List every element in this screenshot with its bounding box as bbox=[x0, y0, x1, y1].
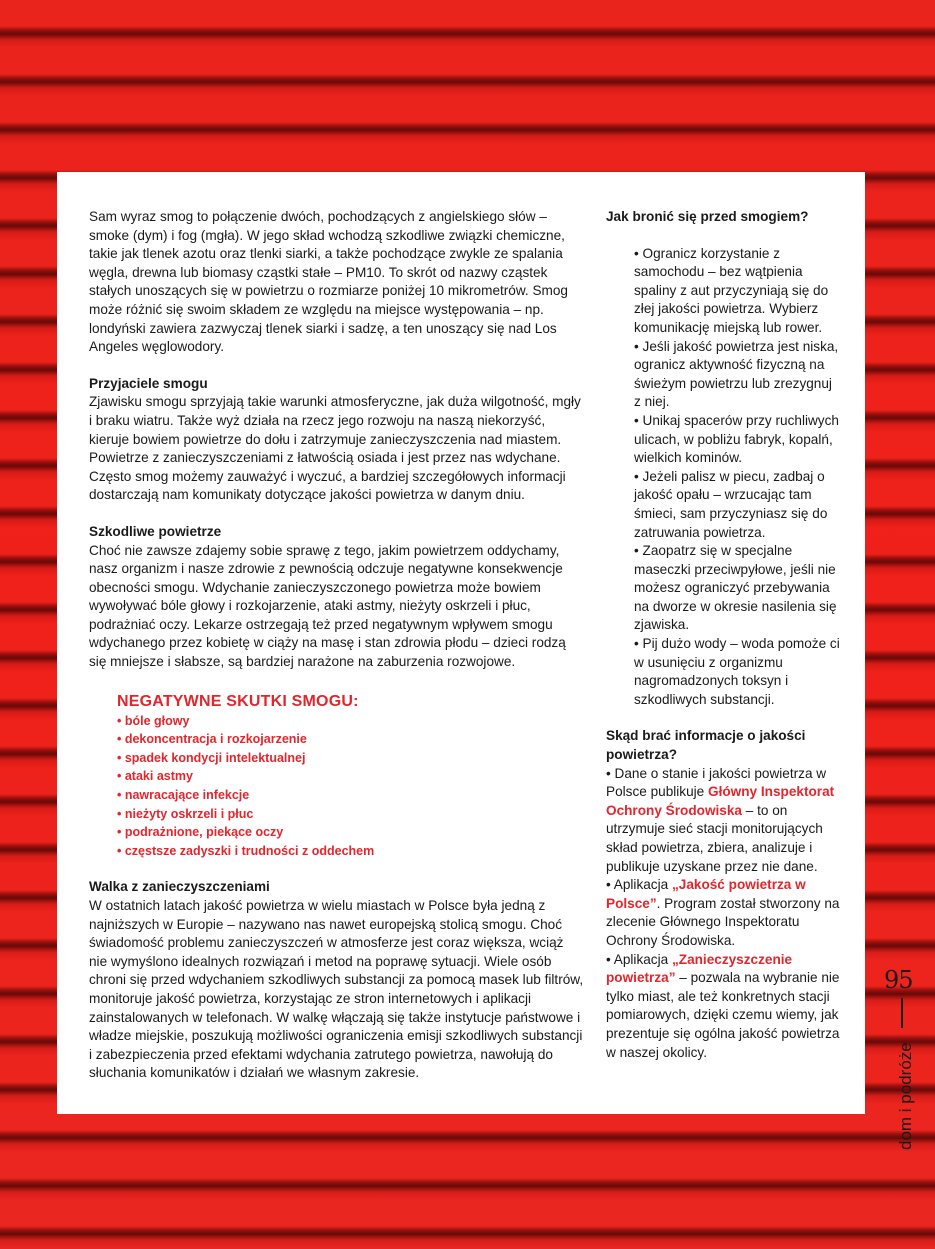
info-text: • Aplikacja bbox=[606, 877, 672, 893]
tip-item: • Jeśli jakość powietrza jest niska, ogranicz aktywność fizyczną na świeżym powietrzu lub zrezygnuj z niej. bbox=[634, 338, 839, 410]
effect-item: • nawracające infekcje bbox=[117, 788, 250, 803]
info-text: • Aplikacja bbox=[606, 951, 672, 967]
tip-item: • Unikaj spacerów przy ruchliwych ulicach, w pobliżu fabryk, kopalń, wielkich kominów. bbox=[634, 412, 839, 466]
info-text: • Dane o stanie i jakości powietrza w Polsce publikuje bbox=[606, 765, 827, 800]
info-text: . Program został stworzony na zlecenie Głównego Inspektoratu Ochrony Środowiska. bbox=[606, 895, 840, 948]
section-heading-friends: Przyjaciele smogu bbox=[89, 375, 208, 391]
effect-item: • podrażnione, piekące oczy bbox=[117, 825, 284, 840]
page-number: 95 bbox=[884, 966, 913, 994]
effect-item: • nieżyty oskrzeli i płuc bbox=[117, 806, 254, 821]
app-name-pollution: „Zanieczyszczenie powietrza” bbox=[606, 951, 793, 986]
info-text: – to on utrzymuje sieć stacji monitorujących skład powietrza, zbiera, analizuje i publikuje uzyskane przez nie dane. bbox=[606, 802, 823, 874]
info-sources-heading: Skąd brać informacje o jakości powietrza? bbox=[606, 728, 806, 763]
main-column bbox=[89, 208, 584, 1083]
app-name-quality: „Jakość powietrza w Polsce” bbox=[606, 877, 806, 911]
effect-item: • dekoncentracja i rozkojarzenie bbox=[117, 732, 307, 747]
tip-item: • Pij dużo wody – woda pomoże ci w usunięciu z organizmu nagromadzonych toksyn i szkodliwych substancji. bbox=[634, 636, 840, 707]
defense-heading: Jak bronić się przed smogiem? bbox=[606, 209, 809, 224]
effect-item: • ataki astmy bbox=[117, 769, 193, 784]
section-body-friends: Zjawisku smogu sprzyjają takie warunki atmosferyczne, jak duża wilgotność, mgły i braku wiatru. Także wyż działa na rzecz jego rozwoju na naszą niekorzyść, kieruje bowiem powietrze do dołu i zatrzymuje zanieczyszczenia nad miastem. Powietrze z zanieczyszczeniami z łatwością osiada i jest przez nas wdychane. Często smog możemy zauważyć i wyczuć, a bardziej szczegółowych informacji dostarczają nam komunikaty dotyczące jakości powietrza w danym dniu. bbox=[89, 394, 581, 503]
effect-item: • spadek kondycji intelektualnej bbox=[117, 750, 306, 765]
tip-item: • Zaopatrz się w specjalne maseczki przeciwpyłowe, jeśli nie możesz ograniczyć przebywania na dworze w okresie nasilenia się zjawiska. bbox=[634, 543, 837, 633]
defense-tips-list bbox=[606, 245, 840, 710]
gios-link: Główny Inspektorat Ochrony Środowiska bbox=[606, 784, 835, 818]
section-label: dom i podróże bbox=[896, 1042, 915, 1150]
section-body-harmful-air: Choć nie zawsze zdajemy sobie sprawę z tego, jakim powietrzem oddychamy, nasz organizm i nasze zdrowie z pewnością odczuje negatywne konsekwencje obecności smogu. Wdychanie zanieczyszczonego powietrza może bowiem wywoływać bóle głowy i rozkojarzenie, ataki astmy, nieżyty oskrzeli i płuc, podrażniać oczy. Lekarze ostrzegają też przed negatywnym wpływem smogu wdychanego przez kobietę w ciąży na masę i stan zdrowia płodu – dzieci rodzą się mniejsze i słabsze, są bardziej narażone na zaburzenia rozwojowe. bbox=[89, 542, 566, 670]
tip-item: • Ogranicz korzystanie z samochodu – bez wątpienia spaliny z aut przyczyniają się do złej jakości powietrza. Wybierz komunikację miejską lub rower. bbox=[634, 245, 829, 335]
section-heading-harmful-air: Szkodliwe powietrze bbox=[89, 523, 222, 539]
info-source-app-quality bbox=[606, 876, 840, 950]
negative-effects-box bbox=[117, 692, 584, 861]
section-divider bbox=[901, 998, 903, 1028]
effect-item: • bóle głowy bbox=[117, 713, 190, 728]
negative-effects-title: NEGATYWNE SKUTKI SMOGU: bbox=[117, 692, 359, 710]
info-text: – pozwala na wybranie nie tylko miast, ale też konkretnych stacji pomiarowych, dzięki czemu wiemy, jak prezentuje się ogólna jakość powietrza w naszej okolicy. bbox=[606, 970, 840, 1060]
sidebar-column bbox=[606, 208, 840, 1062]
effect-item: • częstsze zadyszki i trudności z oddechem bbox=[117, 843, 375, 858]
section-heading-fight: Walka z zanieczyszczeniami bbox=[89, 879, 270, 895]
tip-item: • Jeżeli palisz w piecu, zadbaj o jakość opału – wrzucając tam śmieci, sam przyczyniasz się do zatruwania powietrza. bbox=[634, 468, 828, 540]
section-body-fight: W ostatnich latach jakość powietrza w wielu miastach w Polsce była jedną z najniższych w Europie – nazywano nas nawet europejską stolicą smogu. Choć świadomość problemu zanieczyszczeń w atmosferze jest coraz większa, wciąż nie wymyślono idealnych rozwiązań i metod na poprawę sytuacji. Wiele osób chroni się przed wdychaniem szkodliwych substancji za pomocą masek lub filtrów, monitoruje jakość powietrza, korzystając ze stron internetowych i aplikacji zainstalowanych w telefonach. W walkę włączają się także instytucje państwowe i władze miejskie, poszukują możliwości ograniczenia emisji szkodliwych substancji i zabezpieczenia przed efektami wdychania zatrutego powietrza, nawołują do słuchania komunikatów i działań we własnym zakresie. bbox=[89, 898, 584, 1081]
info-source-gios bbox=[606, 765, 840, 877]
info-source-app-pollution bbox=[606, 951, 840, 1063]
intro-paragraph: Sam wyraz smog to połączenie dwóch, pochodzących z angielskiego słów – smoke (dym) i fog (mgła). W jego skład wchodzą szkodliwe związki chemiczne, takie jak tlenek azotu oraz tlenki siarki, a także pochodzące zwykle ze spalania węgla, drewna lub biomasy cząstki stałe – PM10. To skrót od nazwy cząstek stałych unoszących się w powietrzu o rozmiarze poniżej 10 mikrometrów. Smog może różnić się swoim składem ze względu na miejsce występowania – np. londyński zawiera zazwyczaj tlenek siarki i sadzę, a ten unoszący się nad Los Angeles węglowodory. bbox=[89, 209, 568, 355]
article-page bbox=[57, 172, 865, 1114]
